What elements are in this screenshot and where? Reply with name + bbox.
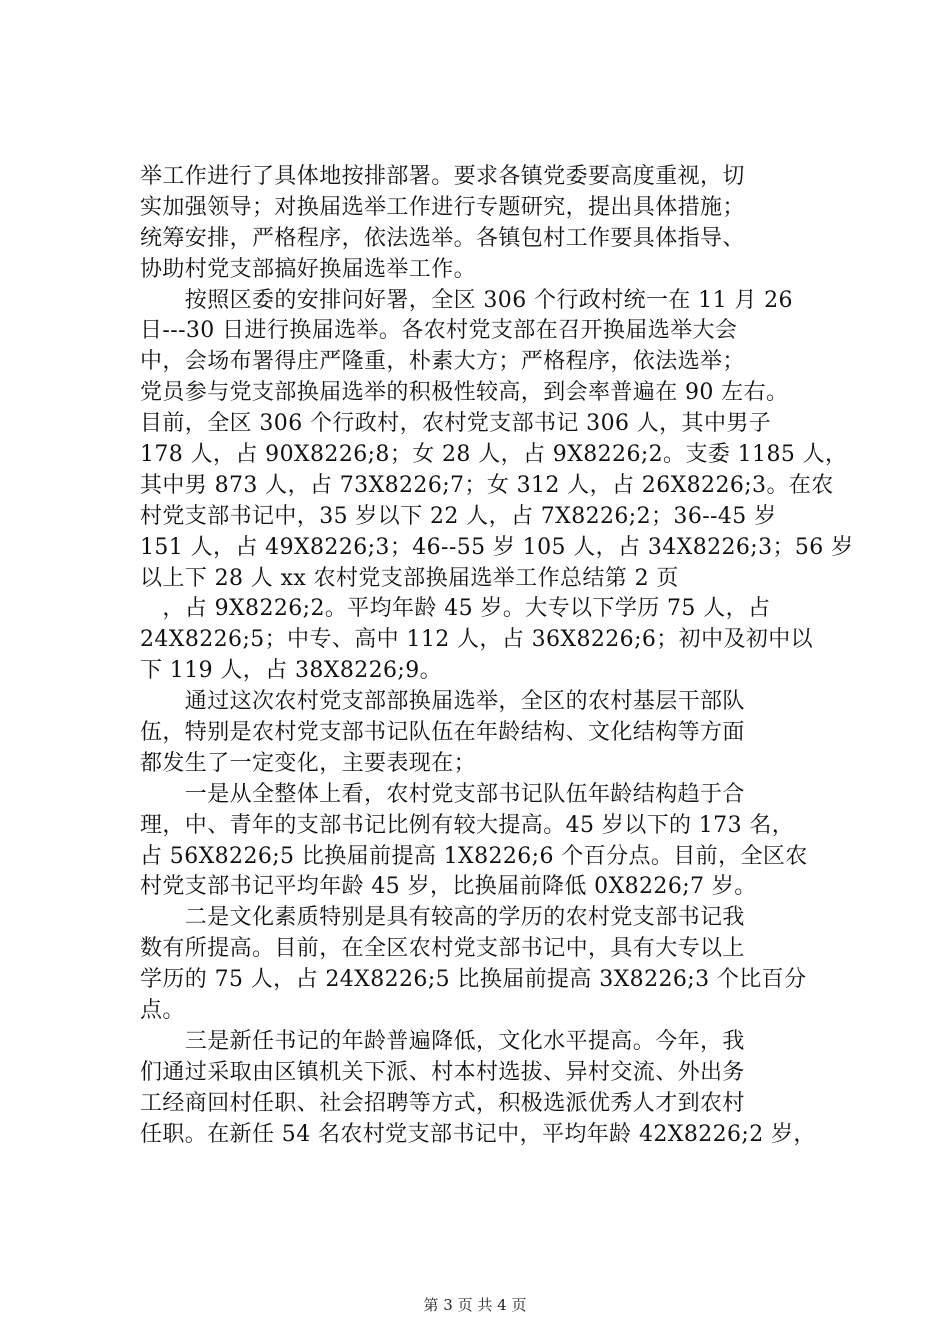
text-line: 村党支部书记中，35 岁以下 22 人，占 7X8226;2；36--45 岁 xyxy=(140,503,777,529)
text-line: 村党支部书记平均年龄 45 岁，比换届前降低 0X8226;7 岁。 xyxy=(140,874,757,900)
text-line: 实加强领导；对换届选举工作进行专题研究，提出具体措施； xyxy=(140,194,745,220)
text-line: 占 56X8226;5 比换届前提高 1X8226;6 个百分点。目前，全区农 xyxy=(140,843,808,869)
text-line: 下 119 人，占 38X8226;9。 xyxy=(140,658,443,684)
text-line: 举工作进行了具体地按排部署。要求各镇党委要高度重视，切 xyxy=(140,164,745,189)
text-line: 协助村党支部搞好换届选举工作。 xyxy=(140,256,477,282)
text-line: 日---30 日进行换届选举。各农村党支部在召开换届选举大会 xyxy=(140,318,738,344)
text-line: 按照区委的安排问好署，全区 306 个行政村统一在 11 月 26 xyxy=(140,287,793,313)
text-line: 目前，全区 306 个行政村，农村党支部书记 306 人，其中男子 xyxy=(140,411,772,437)
text-line: 学历的 75 人，占 24X8226;5 比换届前提高 3X8226;3 个比百分 xyxy=(140,967,807,993)
text-line: 其中男 873 人，占 73X8226;7；女 312 人，占 26X8226;3。在农 xyxy=(140,472,834,498)
text-line: 三是新任书记的年龄普遍降低，文化水平提高。今年，我 xyxy=(140,1028,745,1054)
text-line: 点。 xyxy=(140,998,185,1024)
text-line: 统筹安排，严格程序，依法选举。各镇包村工作要具体指导、 xyxy=(140,225,745,251)
text-line: 工经商回村任职、社会招聘等方式，积极选派优秀人才到农村 xyxy=(140,1090,745,1116)
text-line: 伍，特别是农村党支部书记队伍在年龄结构、文化结构等方面 xyxy=(140,720,745,746)
text-line: 二是文化素质特别是具有较高的学历的农村党支部书记我 xyxy=(140,905,745,931)
text-line: 以上下 28 人 xx 农村党支部换届选举工作总结第 2 页 xyxy=(140,565,679,591)
text-line: 数有所提高。目前，在全区农村党支部书记中，具有大专以上 xyxy=(140,936,745,962)
text-line: 中，会场布署得庄严隆重，朴素大方；严格程序，依法选举； xyxy=(140,349,745,375)
text-line: 24X8226;5；中专、高中 112 人，占 36X8226;6；初中及初中以 xyxy=(140,627,814,653)
text-line: 们通过采取由区镇机关下派、村本村选拔、异村交流、外出务 xyxy=(140,1059,745,1085)
document-body xyxy=(140,162,854,1151)
text-line: 任职。在新任 54 名农村党支部书记中，平均年龄 42X8226;2 岁， xyxy=(140,1121,816,1147)
page-number-footer: 第 3 页 共 4 页 xyxy=(423,1296,527,1314)
text-line: 通过这次农村党支部部换届选举，全区的农村基层干部队 xyxy=(140,689,745,715)
text-line: 理，中、青年的支部书记比例有较大提高。45 岁以下的 173 名， xyxy=(140,812,795,838)
text-line: 178 人，占 90X8226;8；女 28 人，占 9X8226;2。支委 1185 人， xyxy=(140,442,848,468)
text-line: 151 人，占 49X8226;3；46--55 岁 105 人，占 34X8226;3；56 岁 xyxy=(140,534,854,560)
text-line: 党员参与党支部换届选举的积极性较高，到会率普遍在 90 左右。 xyxy=(140,380,789,406)
text-line: 都发生了一定变化，主要表现在； xyxy=(140,750,477,776)
text-line: 一是从全整体上看，农村党支部书记队伍年龄结构趋于合 xyxy=(140,781,745,807)
text-line: ，占 9X8226;2。平均年龄 45 岁。大专以下学历 75 人，占 xyxy=(140,596,771,622)
